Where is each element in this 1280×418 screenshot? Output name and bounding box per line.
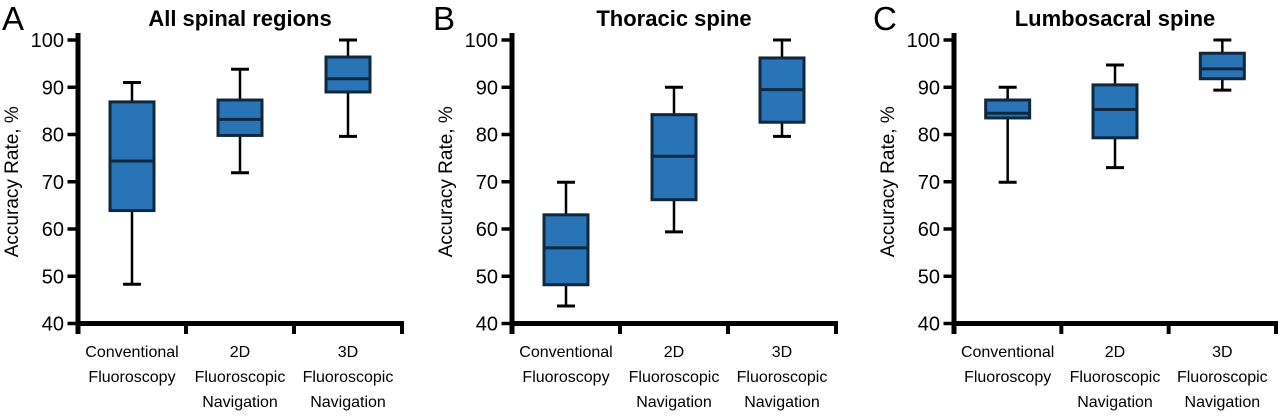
category-label-line: Conventional <box>85 344 179 361</box>
y-tick-label: 60 <box>41 219 64 241</box>
y-axis-label: Accuracy Rate, % <box>878 106 899 258</box>
category-label-line: Navigation <box>1184 394 1261 411</box>
y-tick-label: 50 <box>475 266 498 289</box>
y-tick-label: 60 <box>917 219 940 241</box>
category-label-line: 3D <box>1212 344 1233 361</box>
y-tick-label: 80 <box>917 124 940 147</box>
chart-title: Thoracic spine <box>596 6 752 31</box>
y-tick-label: 100 <box>906 30 940 52</box>
category-label-line: 3D <box>771 344 793 361</box>
category-label-line: Navigation <box>1077 394 1153 411</box>
panel-letter: C <box>873 0 897 37</box>
iqr-box <box>1200 53 1244 79</box>
category-label-line: Fluoroscopic <box>302 369 394 386</box>
category-label-line: 2D <box>229 344 251 361</box>
panel-all-spinal-regions <box>0 0 430 418</box>
y-tick-label: 80 <box>41 124 64 147</box>
category-label-line: Fluoroscopic <box>1069 369 1161 386</box>
y-tick-label: 100 <box>464 30 498 52</box>
y-tick-label: 50 <box>917 266 940 289</box>
category-label-line: 2D <box>663 344 685 361</box>
y-tick-label: 40 <box>475 313 498 336</box>
panel-lumbosacral-spine <box>855 0 1280 418</box>
y-axis-label: Accuracy Rate, % <box>436 106 457 258</box>
panel-letter: A <box>2 0 25 37</box>
y-tick-label: 90 <box>917 77 940 100</box>
category-label-line: Navigation <box>202 394 278 411</box>
category-label-line: Fluoroscopy <box>522 369 610 386</box>
category-label-line: Fluoroscopic <box>736 369 828 386</box>
category-label-line: 2D <box>1104 344 1126 361</box>
iqr-box <box>1093 85 1137 138</box>
panel-b-chart <box>430 0 855 418</box>
category-label-line: Fluoroscopic <box>1176 369 1268 386</box>
iqr-box <box>218 100 262 135</box>
iqr-box <box>110 102 154 211</box>
y-tick-label: 40 <box>41 313 64 336</box>
y-tick-label: 90 <box>41 77 64 100</box>
y-tick-label: 50 <box>41 266 64 289</box>
panel-c-chart <box>855 0 1280 418</box>
y-tick-label: 40 <box>917 313 940 336</box>
y-tick-label: 90 <box>475 77 498 100</box>
category-label-line: Navigation <box>744 394 820 411</box>
category-label-line: Fluoroscopic <box>194 369 286 386</box>
category-label-line: Conventional <box>960 344 1055 361</box>
category-label-line: Fluoroscopic <box>628 369 720 386</box>
y-tick-label: 70 <box>475 171 498 194</box>
y-tick-label: 60 <box>475 219 498 241</box>
y-tick-label: 70 <box>917 171 940 194</box>
iqr-box <box>986 100 1030 118</box>
iqr-box <box>544 215 588 285</box>
panel-a-chart <box>0 0 430 418</box>
panel-thoracic-spine <box>430 0 855 418</box>
category-label-line: Navigation <box>310 394 386 411</box>
category-label-line: Fluoroscopy <box>964 369 1052 386</box>
chart-title: All spinal regions <box>148 6 332 31</box>
y-tick-label: 70 <box>41 171 64 194</box>
y-axis-label: Accuracy Rate, % <box>2 106 23 258</box>
y-tick-label: 100 <box>30 30 64 52</box>
iqr-box <box>326 57 370 92</box>
panel-letter: B <box>433 0 456 37</box>
category-label-line: 3D <box>337 344 359 361</box>
category-label-line: Conventional <box>519 344 613 361</box>
y-tick-label: 80 <box>475 124 498 147</box>
category-label-line: Navigation <box>636 394 712 411</box>
chart-title: Lumbosacral spine <box>1014 6 1216 31</box>
category-label-line: Fluoroscopy <box>88 369 176 386</box>
